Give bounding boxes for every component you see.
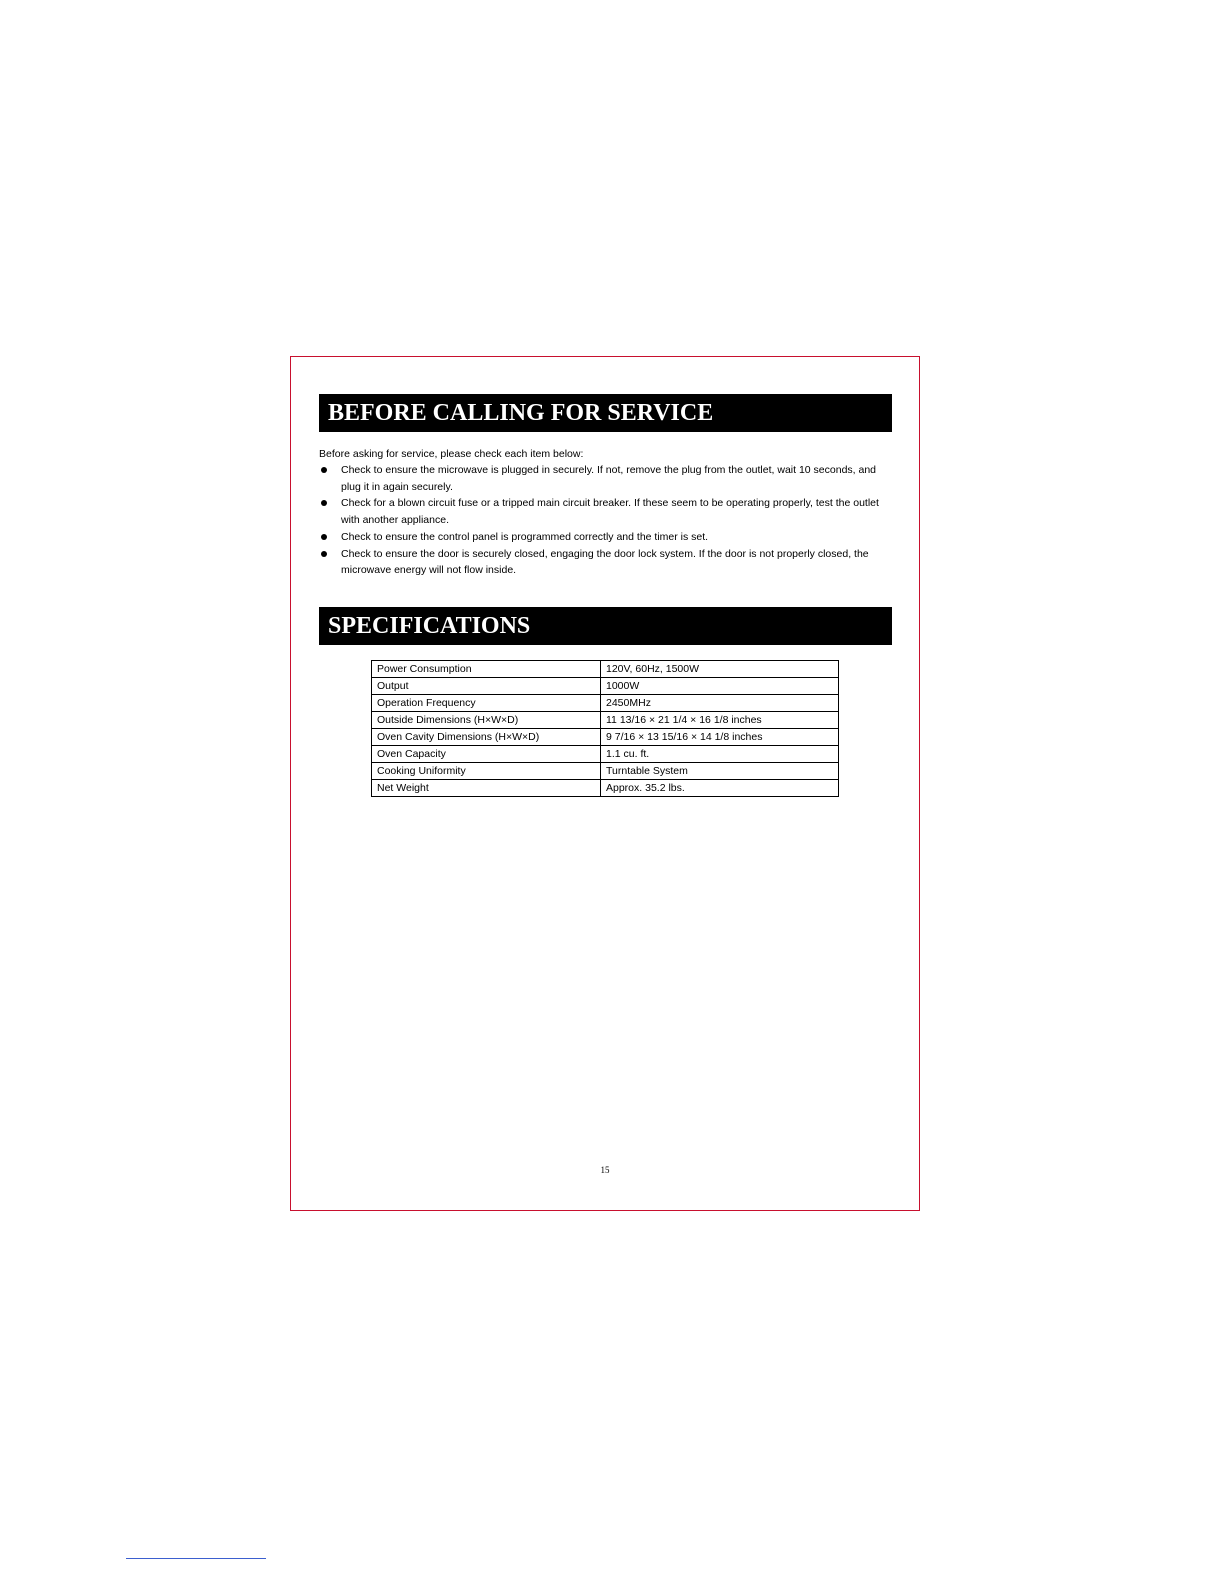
- spec-value: 1.1 cu. ft.: [601, 746, 839, 763]
- page-number: 15: [600, 1165, 610, 1175]
- bullet-icon: [321, 500, 327, 506]
- service-section-title: BEFORE CALLING FOR SERVICE: [319, 394, 892, 432]
- service-intro: Before asking for service, please check each item below:: [319, 448, 584, 460]
- checklist-item: [319, 495, 892, 528]
- checklist-item-text: Check to ensure the microwave is plugged in securely. If not, remove the plug from the outlet, wait 10 seconds, and plug it in again securely.: [341, 464, 877, 493]
- spec-label: Cooking Uniformity: [372, 763, 601, 780]
- table-row: [372, 763, 839, 780]
- spec-value: 120V, 60Hz, 1500W: [601, 661, 839, 678]
- bullet-icon: [321, 467, 327, 473]
- spec-label: Operation Frequency: [372, 695, 601, 712]
- bullet-icon: [321, 551, 327, 557]
- table-row: [372, 780, 839, 797]
- table-row: [372, 746, 839, 763]
- spec-value: 9 7/16 × 13 15/16 × 14 1/8 inches: [601, 729, 839, 746]
- checklist-item: [319, 462, 892, 495]
- table-row: [372, 695, 839, 712]
- checklist-item: [319, 546, 892, 579]
- spec-label: Oven Capacity: [372, 746, 601, 763]
- checklist-item-text: Check to ensure the control panel is programmed correctly and the timer is set.: [341, 530, 709, 543]
- table-row: [372, 712, 839, 729]
- checklist-item-text: Check to ensure the door is securely closed, engaging the door lock system. If the door is not properly closed, the microwave energy will not flow inside.: [341, 547, 869, 577]
- spec-label: Output: [372, 678, 601, 695]
- spec-label: Net Weight: [372, 780, 601, 797]
- specifications-section-title: SPECIFICATIONS: [319, 607, 892, 645]
- spec-label: Oven Cavity Dimensions (H×W×D): [372, 729, 601, 746]
- table-row: [372, 729, 839, 746]
- footnote-divider: [126, 1558, 266, 1559]
- spec-value: 2450MHz: [601, 695, 839, 712]
- service-checklist: [319, 462, 892, 579]
- spec-value: 1000W: [601, 678, 839, 695]
- table-row: [372, 661, 839, 678]
- table-row: [372, 678, 839, 695]
- spec-label: Outside Dimensions (H×W×D): [372, 712, 601, 729]
- specifications-table: [371, 660, 839, 797]
- spec-value: Turntable System: [601, 763, 839, 780]
- bullet-icon: [321, 534, 327, 540]
- spec-value: Approx. 35.2 lbs.: [601, 780, 839, 797]
- spec-label: Power Consumption: [372, 661, 601, 678]
- checklist-item: [319, 529, 892, 546]
- checklist-item-text: Check for a blown circuit fuse or a tripped main circuit breaker. If these seem to be operating properly, test the outlet with another appliance.: [341, 497, 879, 527]
- spec-value: 11 13/16 × 21 1/4 × 16 1/8 inches: [601, 712, 839, 729]
